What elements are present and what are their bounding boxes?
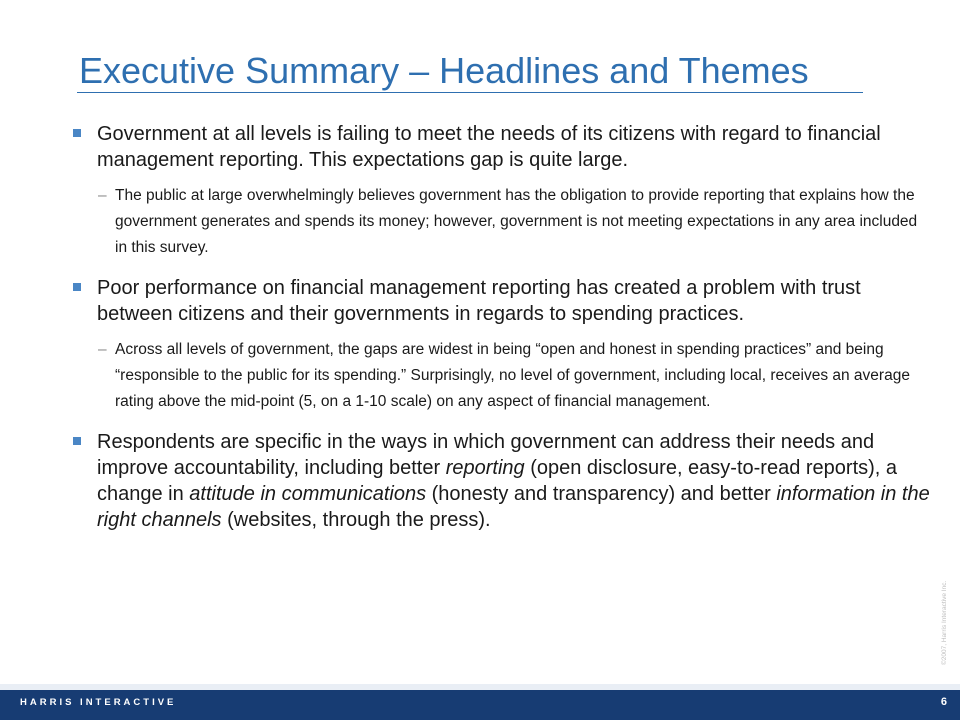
dash-bullet-icon: – [98,187,107,204]
bullet-3-emphasis-channels: information in the right channels [97,483,930,531]
brand-name: HARRIS INTERACTIVE [20,697,177,708]
title-underline [77,92,863,93]
sub-bullet-1-text: The public at large overwhelmingly believes government has the obligation to provide reporting that explains how the government generates and spends its money; however, government is not meeting expectations in any area included in this survey. [115,187,918,256]
bullet-3-part-4: (websites, through the press). [221,509,491,531]
bullet-3-emphasis-reporting: reporting [445,457,525,479]
bullet-3 [73,429,933,533]
bullet-3-part-1: Respondents are specific in the ways in which government can address their needs and improve accountability, including better [97,431,875,479]
sub-bullet-1 [73,183,933,261]
bullet-2-text: Poor performance on financial management reporting has created a problem with trust between citizens and their governments in regards to spending practices. [97,277,861,325]
bullet-3-emphasis-attitude: attitude in communications [189,483,427,505]
slide-title: Executive Summary – Headlines and Themes [79,50,809,91]
bullet-3-part-2: (open disclosure, easy-to-read reports), a change in [97,457,898,505]
bullet-1-text: Government at all levels is failing to meet the needs of its citizens with regard to financial management reporting. This expectations gap is quite large. [97,123,881,171]
dash-bullet-icon: – [98,341,107,358]
square-bullet-icon [73,283,81,291]
sub-bullet-2 [73,337,933,415]
slide-content [73,121,933,543]
bullet-3-part-3: (honesty and transparency) and better [426,483,777,505]
sub-bullet-2-text: Across all levels of government, the gaps are widest in being “open and honest in spending practices” and being “responsible to the public for its spending.” Surprisingly, no level of government, including local, receives an average rating above the mid-point (5, on a 1-10 scale) on any aspect of financial management. [115,341,910,410]
bullet-2 [73,275,933,327]
page-number: 6 [940,696,947,708]
square-bullet-icon [73,437,81,445]
bullet-1 [73,121,933,173]
square-bullet-icon [73,129,81,137]
footer-band [0,684,960,690]
copyright-notice: ©2007, Harris Interactive Inc. [941,580,948,665]
